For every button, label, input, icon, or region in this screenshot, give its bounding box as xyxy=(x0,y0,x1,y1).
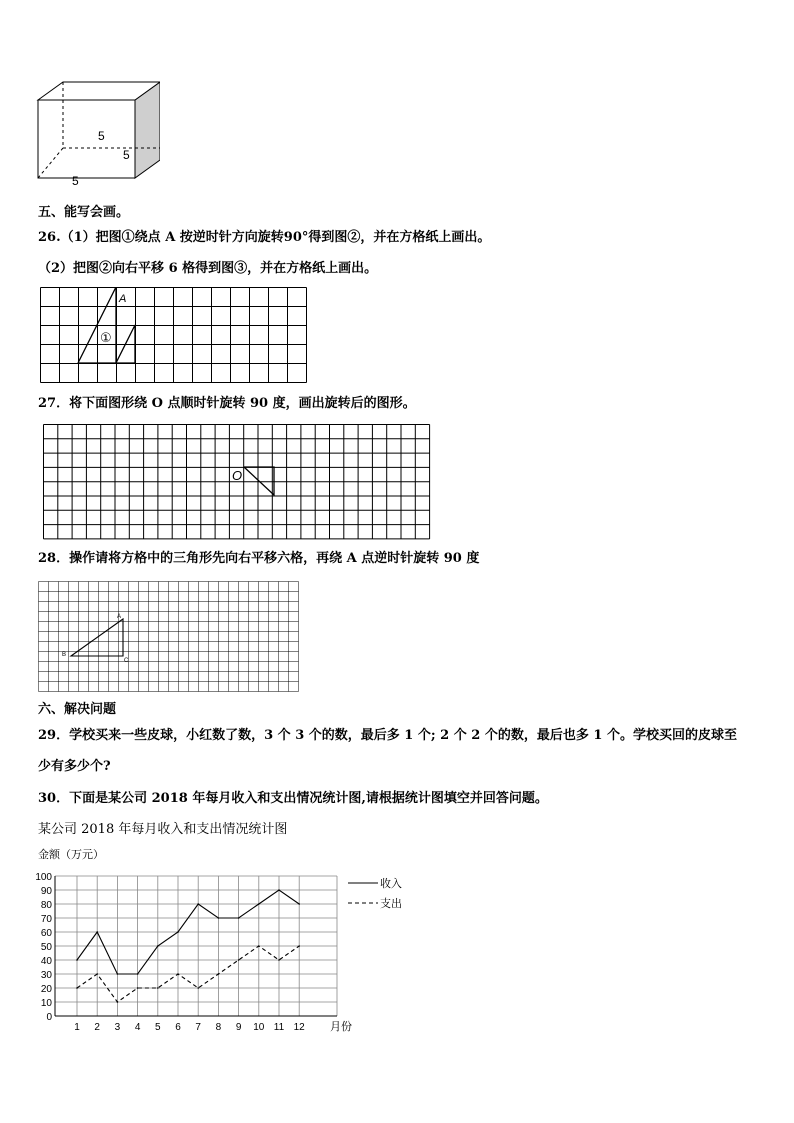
cube-label-width: 5 xyxy=(72,174,79,188)
chart-y-tick-label: 10 xyxy=(40,998,52,1009)
chart-x-tick-label: 9 xyxy=(235,1022,242,1033)
question-29-line1: 29．学校买来一些皮球，小红数了数，3 个 3 个的数，最后多 1 个; 2 个 2 个的数，最后也多 1 个。学校买回的皮球至 xyxy=(38,728,737,743)
expense-point xyxy=(298,945,300,947)
q26-shape-label: ① xyxy=(100,330,112,345)
expense-point xyxy=(177,973,179,975)
chart-y-tick-label: 40 xyxy=(40,956,52,967)
income-point xyxy=(298,903,300,905)
income-point xyxy=(177,931,179,933)
income-point xyxy=(117,973,119,975)
chart-x-tick-label: 2 xyxy=(94,1022,100,1033)
expense-point xyxy=(137,987,139,989)
question-30-text: 30．下面是某公司 2018 年每月收入和支出情况统计图,请根据统计图填空并回答问题。 xyxy=(38,791,548,806)
legend-expense-label: 支出 xyxy=(380,898,402,910)
q28-grid-figure xyxy=(38,581,300,693)
chart-x-tick-label: 6 xyxy=(175,1022,181,1033)
chart-grid xyxy=(55,876,337,1016)
chart-y-tick-label: 100 xyxy=(35,872,52,883)
section-five-heading: 五、能写会画。 xyxy=(38,205,130,220)
expense-point xyxy=(218,973,220,975)
chart-y-tick-label: 80 xyxy=(40,900,52,911)
income-point xyxy=(96,931,98,933)
q28-label-b: B xyxy=(62,652,67,658)
chart-legend xyxy=(348,876,402,910)
income-point xyxy=(278,889,280,891)
q27-point-o-label: O xyxy=(232,468,243,483)
question-26-line2: （2）把图②向右平移 6 格得到图③，并在方格纸上画出。 xyxy=(38,261,378,276)
income-point xyxy=(258,903,260,905)
cube-label-depth: 5 xyxy=(123,148,130,162)
chart-y-tick-label: 20 xyxy=(40,984,52,995)
expense-point xyxy=(258,945,260,947)
expense-point xyxy=(96,973,98,975)
expense-point xyxy=(238,959,240,961)
section-six-heading: 六、解决问题 xyxy=(38,702,117,717)
q28-grid xyxy=(39,582,299,692)
expense-point xyxy=(157,987,159,989)
chart-y-tick-label: 50 xyxy=(40,942,52,953)
q28-label-c: C xyxy=(124,658,129,664)
chart-title: 某公司 2018 年每月收入和支出情况统计图 xyxy=(38,822,288,837)
expense-point xyxy=(278,959,280,961)
q26-grid xyxy=(41,288,307,383)
chart-y-tick-label: 30 xyxy=(40,970,52,981)
income-point xyxy=(197,903,199,905)
q26-grid-figure xyxy=(40,287,308,383)
q27-shape xyxy=(244,467,274,495)
question-26-line1: 26.（1）把图①绕点 A 按逆时针方向旋转90°得到图②，并在方格纸上画出。 xyxy=(38,230,491,245)
chart-x-tick-label: 12 xyxy=(293,1022,305,1033)
chart-x-tick-label: 5 xyxy=(155,1022,161,1033)
q28-label-a: A xyxy=(117,614,122,620)
chart-y-tick-label: 90 xyxy=(40,886,52,897)
chart-x-tick-label: 1 xyxy=(74,1022,80,1033)
chart-x-tick-label: 3 xyxy=(114,1022,121,1033)
cube-label-height: 5 xyxy=(98,129,105,143)
income-point xyxy=(238,917,240,919)
chart-y-tick-label: 0 xyxy=(46,1012,52,1023)
chart-x-tick-label: 11 xyxy=(273,1022,285,1033)
chart-x-tick-label: 7 xyxy=(195,1022,201,1033)
income-point xyxy=(76,959,78,961)
cube-figure xyxy=(30,70,160,190)
chart-y-tick-label: 60 xyxy=(40,928,52,939)
legend-income-label: 收入 xyxy=(380,878,402,890)
q26-point-a-label: A xyxy=(119,293,127,305)
cube-front-face xyxy=(38,100,135,178)
chart-y-tick-label: 70 xyxy=(40,914,52,925)
chart-x-ticks xyxy=(74,1022,305,1033)
income-point xyxy=(137,973,139,975)
expense-point xyxy=(197,987,199,989)
line-chart xyxy=(30,866,430,1038)
chart-x-axis-label: 月份 xyxy=(330,1021,352,1033)
income-point xyxy=(218,917,220,919)
income-point xyxy=(157,945,159,947)
question-29-line2: 少有多少个? xyxy=(38,759,111,774)
question-28-text: 28．操作请将方格中的三角形先向右平移六格，再绕 A 点逆时针旋转 90 度 xyxy=(38,551,480,566)
expense-point xyxy=(76,987,78,989)
expense-point xyxy=(117,1001,119,1003)
chart-x-tick-label: 4 xyxy=(134,1022,141,1033)
q27-grid-figure xyxy=(43,424,433,540)
chart-x-tick-label: 8 xyxy=(215,1022,222,1033)
chart-y-axis-label: 金额（万元） xyxy=(38,848,104,861)
question-27-text: 27．将下面图形绕 O 点顺时针旋转 90 度，画出旋转后的图形。 xyxy=(38,396,416,411)
chart-x-tick-label: 10 xyxy=(253,1022,265,1033)
chart-y-ticks xyxy=(35,872,52,1023)
q28-triangle xyxy=(71,619,123,656)
